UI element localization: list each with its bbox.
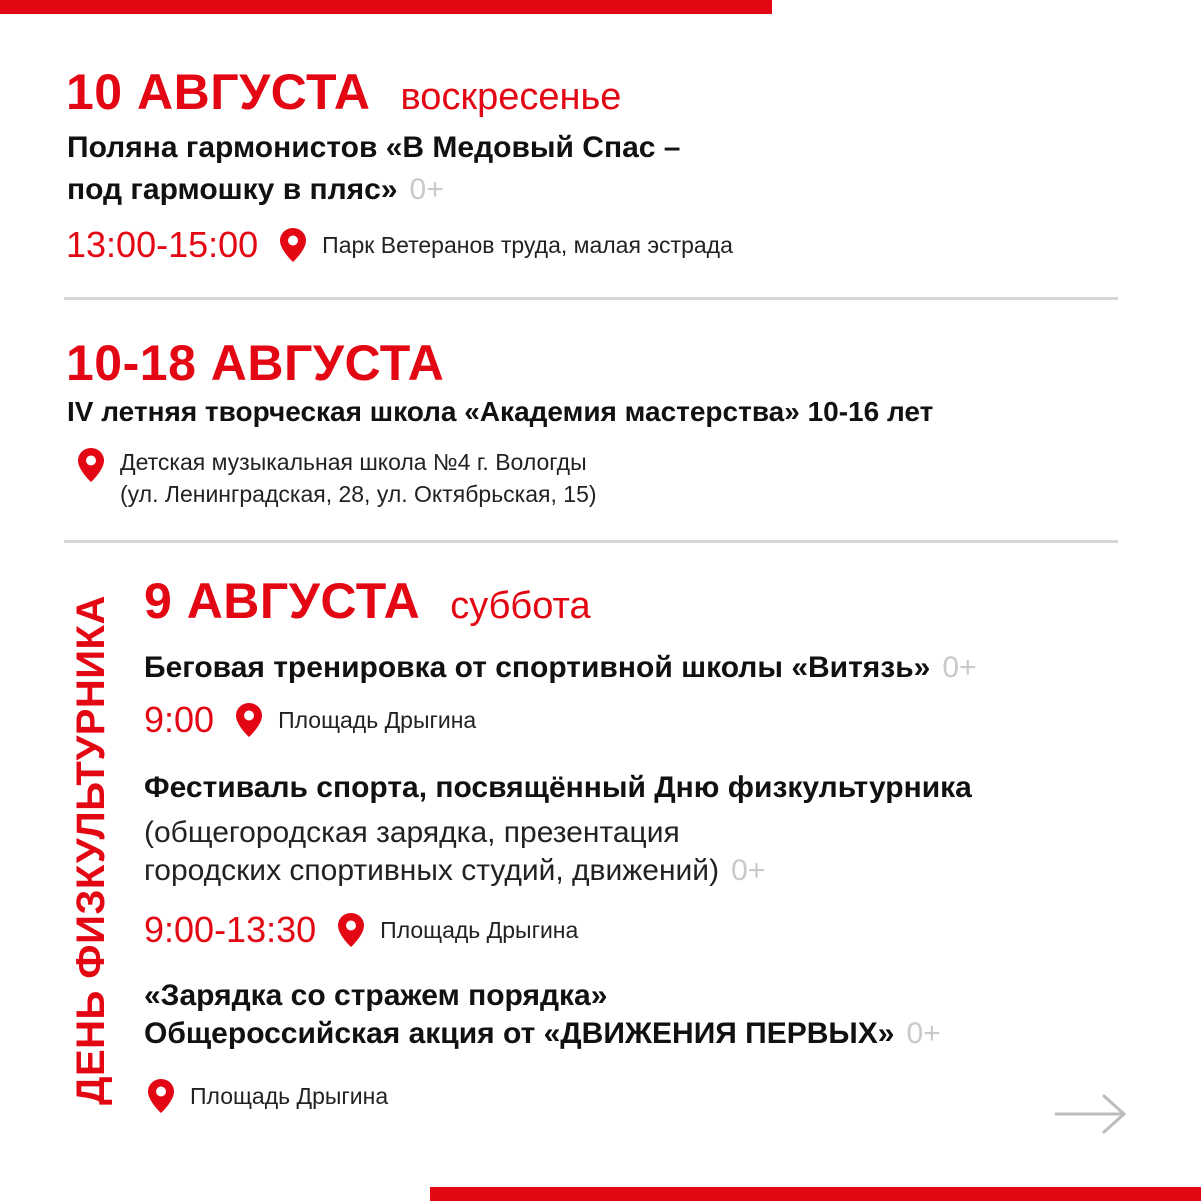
event2-title: IV летняя творческая школа «Академия мастерства» 10-16 лет <box>67 396 934 427</box>
festival-event-time: 9:00-13:30 <box>144 909 317 950</box>
map-pin-icon <box>148 1079 174 1113</box>
exercise-event-place: Площадь Дрыгина <box>190 1082 389 1109</box>
event1-place: Парк Ветеранов труда, малая эстрада <box>322 231 733 258</box>
exercise-event-title-line2-row <box>144 1014 941 1054</box>
section-divider <box>64 540 1118 543</box>
map-pin-icon <box>78 448 104 482</box>
section3-weekday: суббота <box>450 585 591 627</box>
section-divider <box>64 297 1118 300</box>
top-accent-bar <box>0 0 772 14</box>
event1-time: 13:00-15:00 <box>66 224 259 265</box>
bottom-accent-bar <box>430 1187 1201 1201</box>
run-event-place: Площадь Дрыгина <box>278 706 477 733</box>
section3-date: 9 АВГУСТА <box>144 573 421 629</box>
run-event-title: Беговая тренировка от спортивной школы «Витязь» <box>144 651 931 684</box>
festival-event-age-badge: 0+ <box>731 854 766 887</box>
event1-meta <box>66 224 733 266</box>
section3-date-row <box>144 572 591 630</box>
exercise-event-meta <box>148 1079 388 1113</box>
section3-vertical-label: ДЕНЬ ФИЗКУЛЬТУРНИКА <box>69 595 113 1105</box>
event1-weekday: воскресенье <box>400 76 622 118</box>
event1-title-line2-row <box>67 170 444 210</box>
event2-address-line2: (ул. Ленинградская, 28, ул. Октябрьская, 15) <box>120 481 597 507</box>
festival-event-sub-line2-row <box>144 851 765 891</box>
event2-date-row <box>66 334 444 392</box>
event1-date-row <box>66 63 621 121</box>
map-pin-icon <box>280 228 306 262</box>
map-pin-icon <box>338 913 364 947</box>
run-event-meta <box>144 699 476 741</box>
event2-date: 10-18 АВГУСТА <box>66 335 445 391</box>
festival-event-sub-line1: (общегородская зарядка, презентация <box>144 816 680 849</box>
exercise-event-title-line2: Общероссийская акция от «ДВИЖЕНИЯ ПЕРВЫХ» <box>144 1017 895 1050</box>
event1-date: 10 АВГУСТА <box>66 64 371 120</box>
event2-address-line1: Детская музыкальная школа №4 г. Вологды <box>120 449 587 475</box>
arrow-right-icon[interactable] <box>1052 1090 1132 1138</box>
run-event-time: 9:00 <box>144 699 215 740</box>
event1-title-line1: Поляна гармонистов «В Медовый Спас – <box>67 131 681 164</box>
run-event-age-badge: 0+ <box>942 651 977 684</box>
event1-age-badge: 0+ <box>409 173 444 206</box>
festival-event-meta <box>144 909 578 951</box>
exercise-event-age-badge: 0+ <box>906 1017 941 1050</box>
event1-title-line2: под гармошку в пляс» <box>67 173 398 206</box>
festival-event-sub-line2: городских спортивных студий, движений) <box>144 854 720 887</box>
event2-address <box>78 446 597 510</box>
festival-event-title: Фестиваль спорта, посвящённый Дню физкультурника <box>144 771 972 804</box>
map-pin-icon <box>236 703 262 737</box>
run-event-title-row <box>144 648 977 688</box>
exercise-event-title-line1: «Зарядка со стражем порядка» <box>144 979 608 1012</box>
festival-event-place: Площадь Дрыгина <box>380 916 579 943</box>
